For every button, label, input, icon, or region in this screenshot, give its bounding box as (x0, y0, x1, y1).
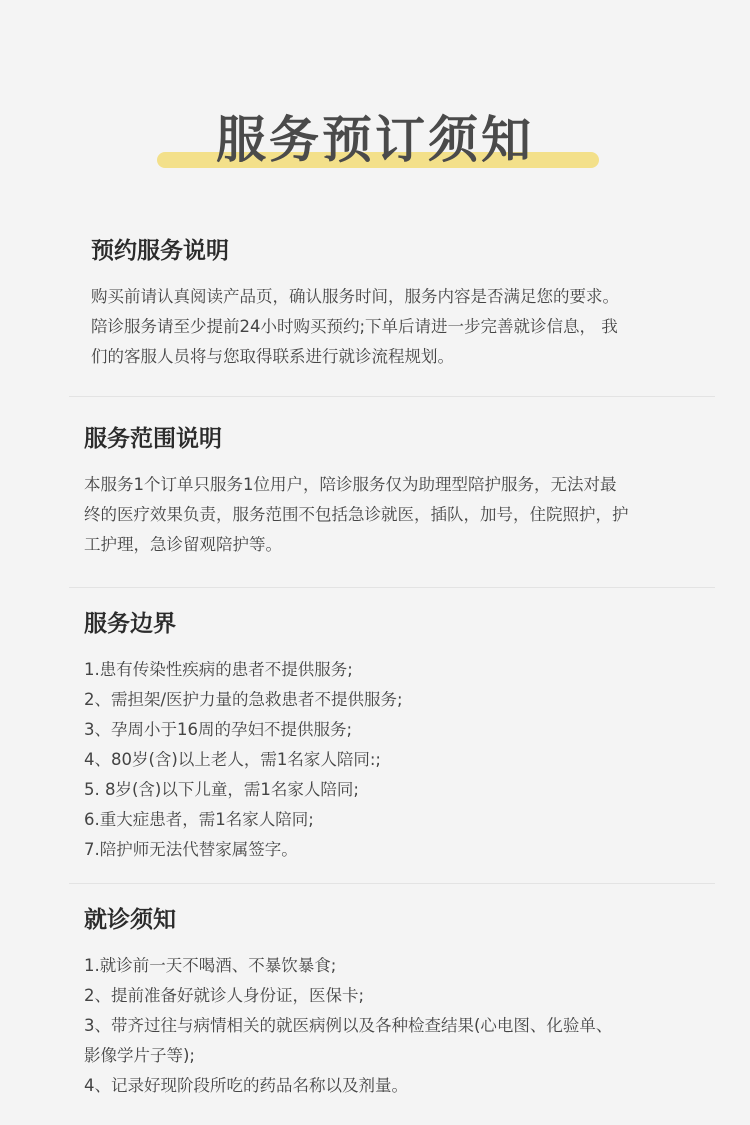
body-line: 陪诊服务请至少提前24小时购买预约;下单后请进一步完善就诊信息， 我 (91, 317, 618, 336)
section-body (84, 951, 714, 1101)
list-item: 2、需担架/医护力量的急救患者不提供服务; (84, 690, 403, 709)
section-heading: 服务范围说明 (84, 426, 222, 452)
section-service-boundary (84, 609, 714, 865)
body-line: 工护理，急诊留观陪护等。 (84, 535, 282, 554)
list-item: 影像学片子等); (84, 1046, 195, 1065)
section-body (84, 470, 714, 560)
page-title-block (0, 108, 750, 178)
section-service-scope (84, 424, 714, 560)
list-item: 4、记录好现阶段所吃的药品名称以及剂量。 (84, 1076, 408, 1095)
body-line: 本服务1个订单只服务1位用户，陪诊服务仅为助理型陪护服务，无法对最 (84, 475, 617, 494)
list-item: 3、带齐过往与病情相关的就医病例以及各种检查结果(心电图、化验单、 (84, 1016, 613, 1035)
page-title: 服务预订须知 (216, 111, 534, 169)
section-divider (69, 587, 715, 588)
body-line: 终的医疗效果负责，服务范围不包括急诊就医，插队，加号，住院照护，护 (84, 505, 629, 524)
section-heading: 预约服务说明 (91, 238, 229, 264)
list-item: 4、80岁(含)以上老人，需1名家人陪同:; (84, 750, 381, 769)
section-divider (69, 883, 715, 884)
list-item: 5. 8岁(含)以下儿童，需1名家人陪同; (84, 780, 359, 799)
section-booking-notes (91, 236, 711, 372)
section-heading: 服务边界 (84, 611, 176, 637)
section-body (84, 655, 714, 865)
section-divider (69, 396, 715, 397)
list-item: 6.重大症患者，需1名家人陪同; (84, 810, 314, 829)
section-body (91, 282, 711, 372)
list-item: 1.就诊前一天不喝酒、不暴饮暴食; (84, 956, 337, 975)
list-item: 3、孕周小于16周的孕妇不提供服务; (84, 720, 353, 739)
list-item: 2、提前准备好就诊人身份证，医保卡; (84, 986, 365, 1005)
section-heading: 就诊须知 (84, 907, 176, 933)
body-line: 购买前请认真阅读产品页，确认服务时间，服务内容是否满足您的要求。 (91, 287, 619, 306)
body-line: 们的客服人员将与您取得联系进行就诊流程规划。 (91, 347, 454, 366)
section-visit-notes (84, 905, 714, 1101)
list-item: 7.陪护师无法代替家属签字。 (84, 840, 298, 859)
list-item: 1.患有传染性疾病的患者不提供服务; (84, 660, 353, 679)
